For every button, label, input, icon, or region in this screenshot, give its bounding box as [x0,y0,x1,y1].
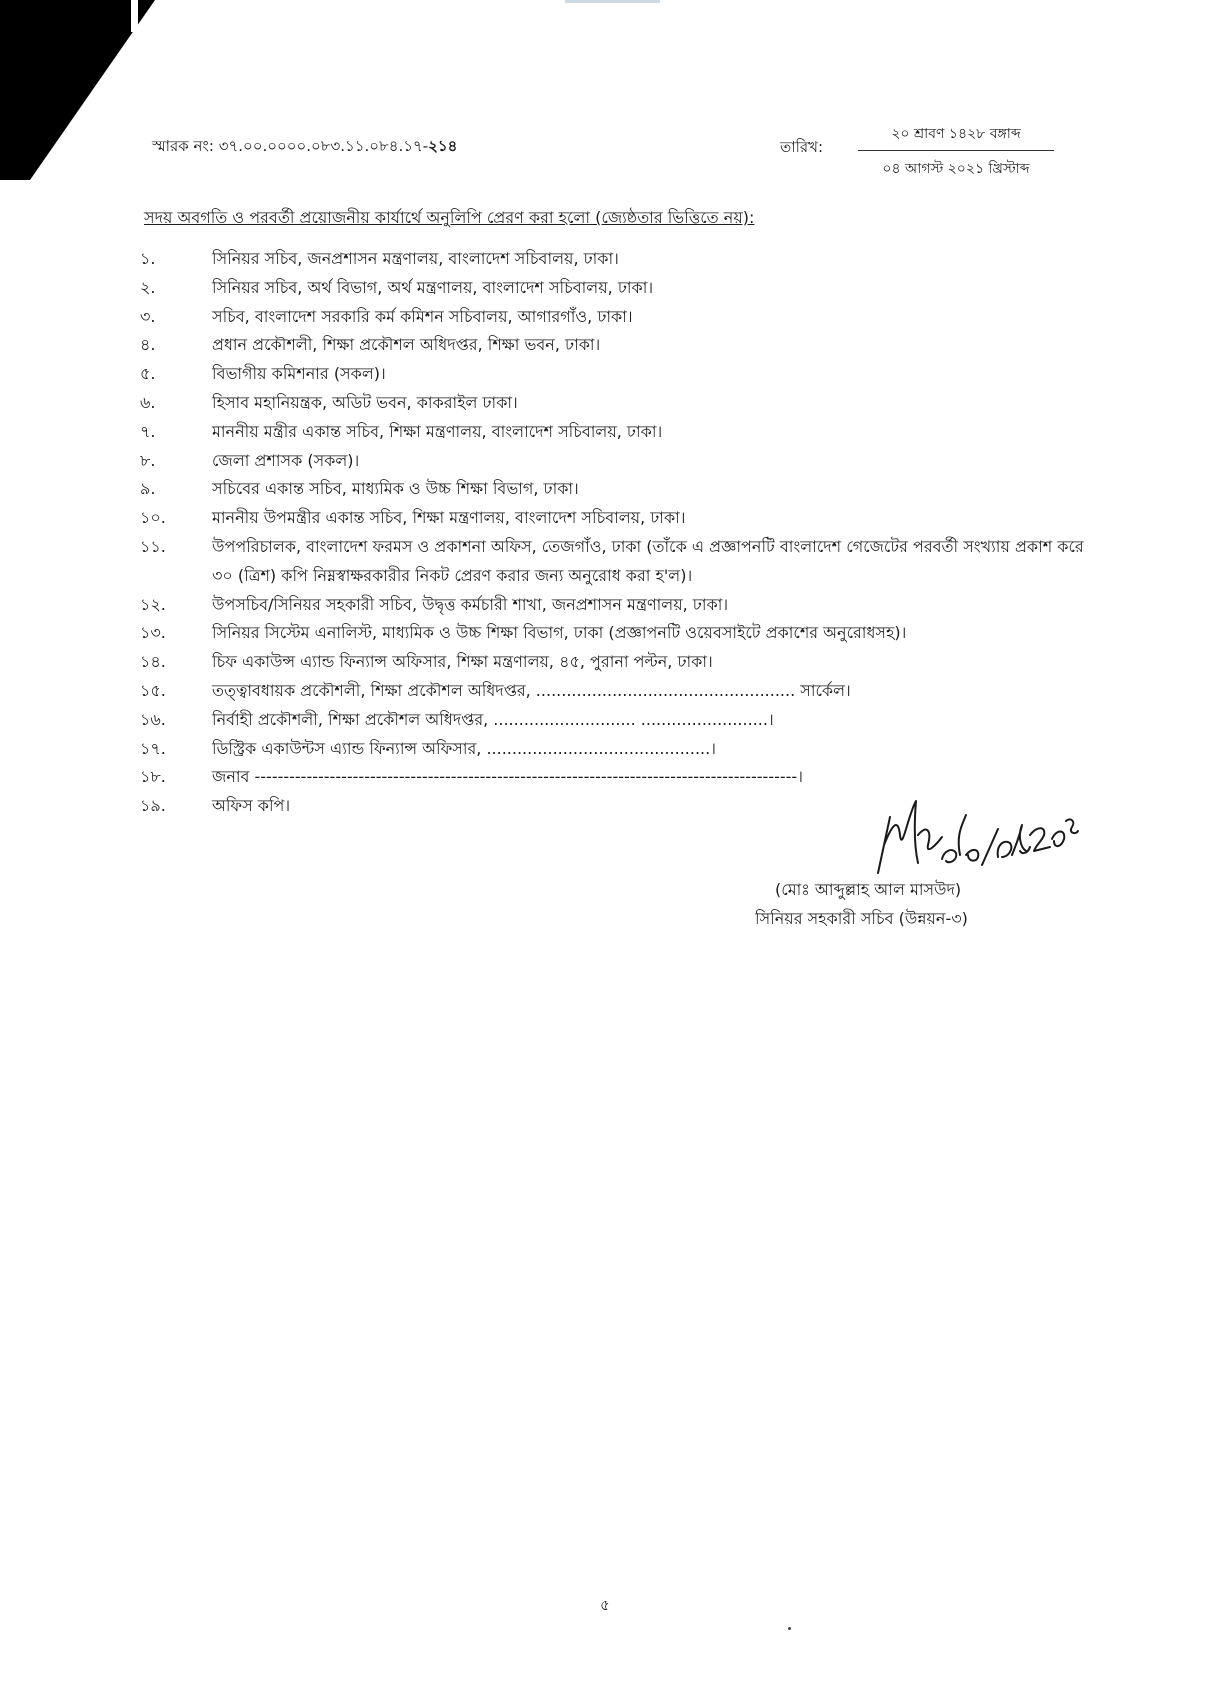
item-number: ১৭. [140,738,166,758]
item-text: সিনিয়র সচিব, জনপ্রশাসন মন্ত্রণালয়, বাংলাদেশ সচিবালয়, ঢাকা। [212,249,619,268]
item-text: জেলা প্রশাসক (সকল)। [212,450,360,470]
item-number: ৯. [140,479,156,499]
memo-number-prefix: স্মারক নং: ৩৭.০০.০০০০.০৮৩.১১.০৮৪.১৭- [152,137,429,155]
item-number: ১১. [140,536,166,556]
item-number: ১৫. [140,680,166,700]
item-number: ৪. [140,335,156,355]
item-text: হিসাব মহানিয়ন্ত্রক, অডিট ভবন, কাকরাইল ঢাকা। [212,392,518,412]
list-item [140,619,1090,648]
item-number: ১৪. [140,652,166,672]
list-item [140,504,1090,533]
item-text: মাননীয় মন্ত্রীর একান্ত সচিব, শিক্ষা মন্ত্রণালয়, বাংলাদেশ সচিবালয়, ঢাকা। [212,421,663,441]
signatory-title: সিনিয়র সহকারী সচিব (উন্নয়ন-৩) [755,909,968,928]
item-number: ১৮. [140,767,166,787]
date-label: তারিখ: [780,138,824,156]
item-text: তত্ত্বাবধায়ক প্রকৌশলী, শিক্ষা প্রকৌশল অধিদপ্তর, ................................................... সার্কেল। [212,680,851,700]
date-english: ০৪ আগস্ট ২০২১ খ্রিস্টাব্দ [882,161,1030,177]
scan-artifact-corner [0,0,160,180]
item-number: ১২. [140,594,166,614]
item-number: ১৬. [140,709,166,729]
memo-number-suffix: ২১৪ [428,137,458,155]
item-text: চিফ একাউন্স এ্যান্ড ফিন্যান্স অফিসার, শিক্ষা মন্ত্রণালয়, ৪৫, পুরানা পল্টন, ঢাকা। [212,652,713,672]
item-text: নির্বাহী প্রকৌশলী, শিক্ষা প্রকৌশল অধিদপ্তর, ............................ .........................। [212,709,774,729]
intro-heading: সদয় অবগতি ও পরবর্তী প্রয়োজনীয় কার্যার্থে অনুলিপি প্রেরণ করা হলো (জ্যেষ্ঠতার ভিত্তিতে নয়): [144,208,755,227]
item-text: অফিস কপি। [212,796,291,816]
list-item [140,331,1090,360]
item-text: প্রধান প্রকৌশলী, শিক্ষা প্রকৌশল অধিদপ্তর, শিক্ষা ভবন, ঢাকা। [212,335,601,355]
date-box [858,122,1054,181]
item-text: সচিবের একান্ত সচিব, মাধ্যমিক ও উচ্চ শিক্ষা বিভাগ, ঢাকা। [212,479,579,499]
item-text: ডিস্ট্রিক একাউন্টস এ্যান্ড ফিন্যান্স অফিসার, ............................................। [212,738,716,758]
item-number: ৩. [140,306,156,326]
list-item [140,389,1090,418]
item-number: ১৯. [140,796,166,816]
list-item [140,735,1090,764]
list-item [140,763,1090,792]
item-number: ৮. [140,450,156,470]
item-number: ৬. [140,392,156,412]
scan-artifact-line [565,0,660,3]
item-text: উপপরিচালক, বাংলাদেশ ফরমস ও প্রকাশনা অফিস, তেজগাঁও, ঢাকা (তাঁকে এ প্রজ্ঞাপনটি বাংলাদেশ গেজেটের পরবর্তী সংখ্যায় প্রকাশ করে ৩০ (ত্রিশ) কপি নিম্নস্বাক্ষরকারীর নিকট প্রেরণ করার জন্য অনুরোধ করা হ'ল)। [212,536,1084,585]
item-text: সিনিয়র সচিব, অর্থ বিভাগ, অর্থ মন্ত্রণালয়, বাংলাদেশ সচিবালয়, ঢাকা। [212,277,654,297]
item-text: জনাব ----------------------------------------------------------------------------------------------। [212,767,803,787]
item-text: সচিব, বাংলাদেশ সরকারি কর্ম কমিশন সচিবালয়, আগারগাঁও, ঢাকা। [212,306,633,326]
list-item [140,303,1090,332]
list-item [140,533,1090,591]
scan-artifact-dot [788,1627,791,1630]
item-number: ১০. [140,508,166,528]
list-item [140,360,1090,389]
item-number: ২. [140,277,156,297]
list-item [140,475,1090,504]
list-item [140,274,1090,303]
item-number: ৫. [140,364,156,384]
item-number: ৭. [140,421,156,441]
list-item [140,591,1090,620]
item-number: ১. [140,249,156,268]
memo-number [152,135,457,160]
item-text: মাননীয় উপমন্ত্রীর একান্ত সচিব, শিক্ষা মন্ত্রণালয়, বাংলাদেশ সচিবালয়, ঢাকা। [212,508,686,528]
date-bangla: ২০ শ্রাবণ ১৪২৮ বঙ্গাব্দ [858,122,1054,151]
item-text: উপসচিব/সিনিয়র সহকারী সচিব, উদ্বৃত্ত কর্মচারী শাখা, জনপ্রশাসন মন্ত্রণালয়, ঢাকা। [212,594,729,614]
list-item [140,447,1090,476]
item-text: বিভাগীয় কমিশনার (সকল)। [212,364,386,384]
item-number: ১৩. [140,623,166,643]
signatory-name: (মোঃ আব্দুল্লাহ আল মাসউদ) [775,880,962,899]
page-number: ৫ [600,1596,610,1614]
list-item [140,648,1090,677]
handwritten-signature [870,795,1080,885]
list-item [140,418,1090,447]
list-item [140,677,1090,706]
item-text: সিনিয়র সিস্টেম এনালিস্ট, মাধ্যমিক ও উচ্চ শিক্ষা বিভাগ, ঢাকা (প্রজ্ঞাপনটি ওয়েবসাইটে প্রকাশের অনুরোধসহ)। [212,623,907,643]
list-item [140,706,1090,735]
recipient-list [140,245,1090,821]
list-item [140,245,1090,274]
